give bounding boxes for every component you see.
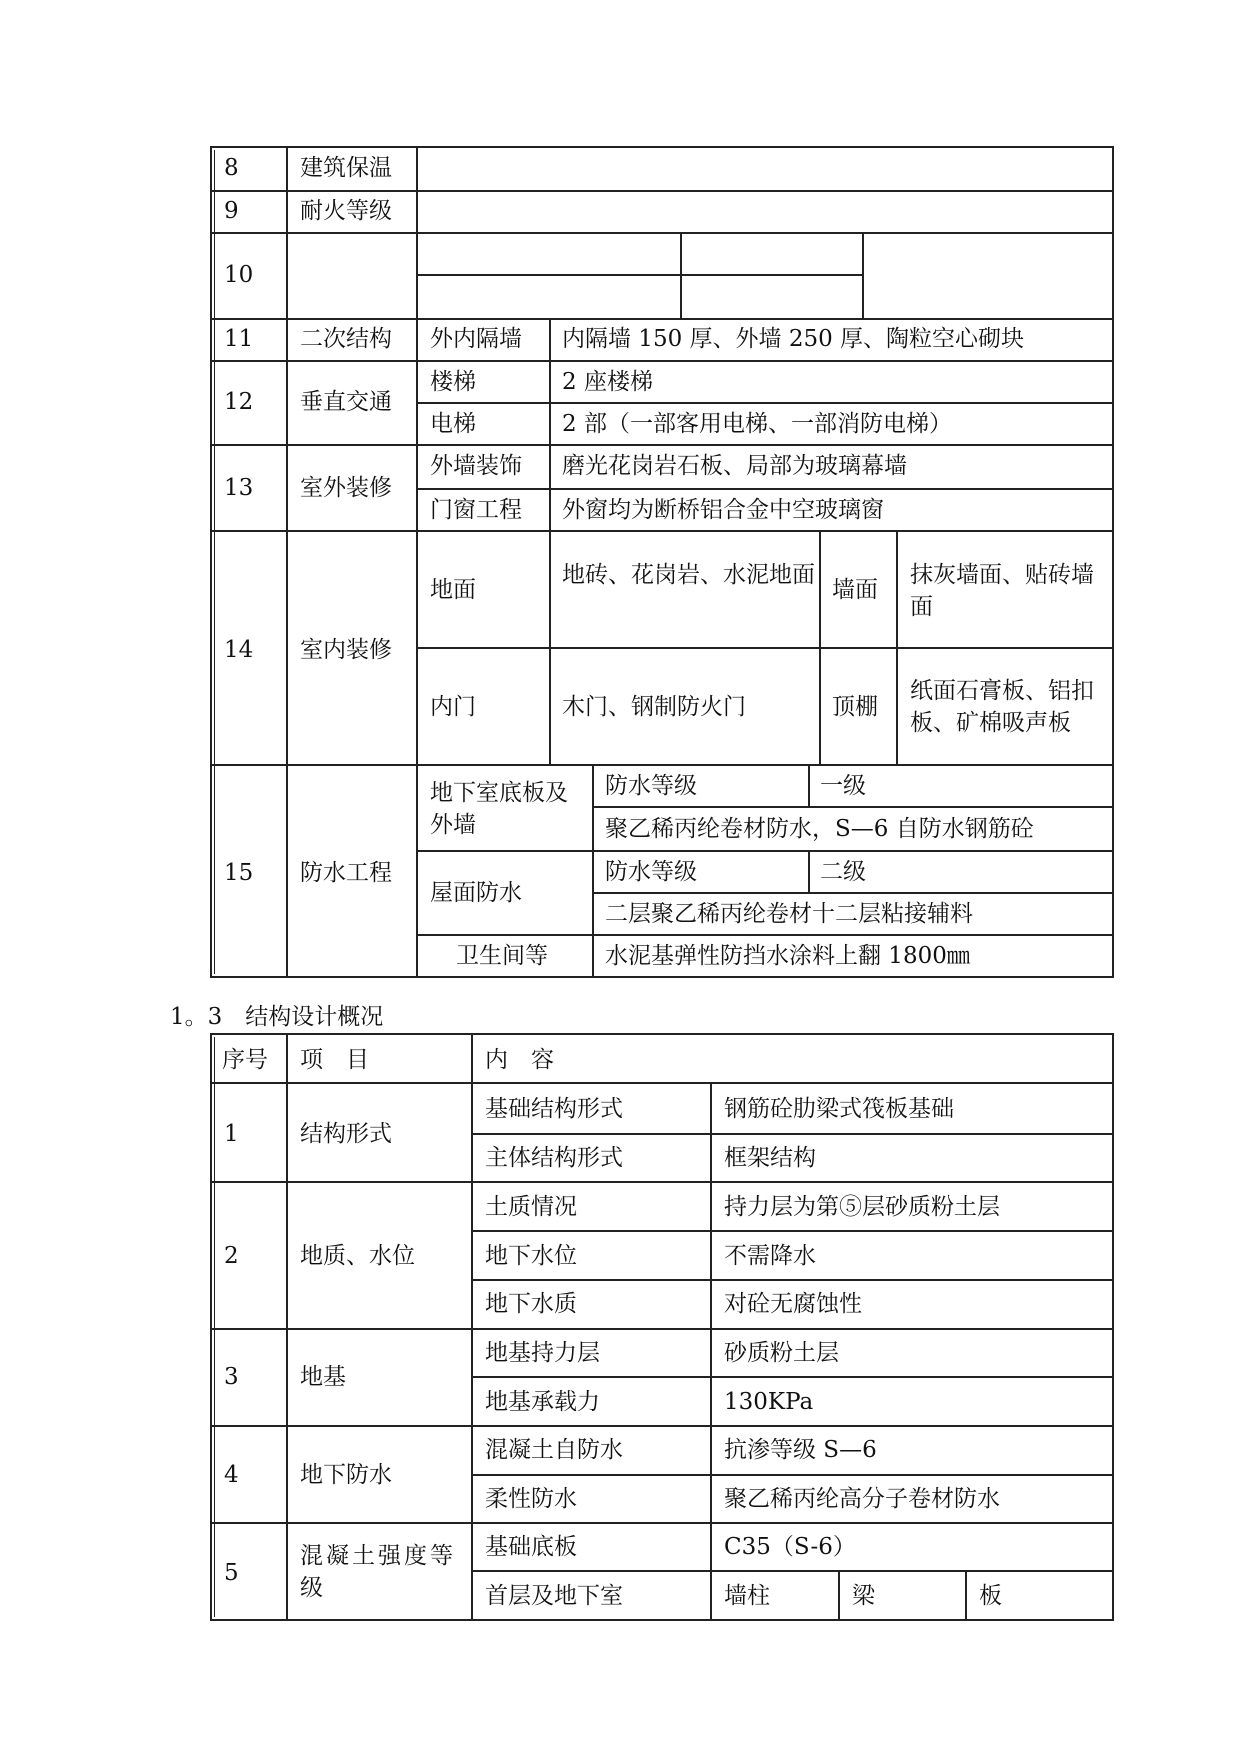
col-label-beam: 梁 [852, 1583, 875, 1609]
sub-label: 门窗工程 [430, 497, 522, 523]
item-label: 地基 [300, 1364, 346, 1390]
content-text: 抹灰墙面、贴砖墙面 [910, 562, 1094, 620]
content-text: 水泥基弹性防挡水涂料上翻 1800㎜ [605, 943, 970, 969]
content-text: 地砖、花岗岩、水泥地面 [562, 562, 815, 588]
content-text: 不需降水 [724, 1243, 816, 1269]
item-label: 二次结构 [300, 326, 392, 352]
content-text: 2 部（一部客用电梯、一部消防电梯） [562, 411, 952, 437]
item-label: 地下防水 [300, 1462, 392, 1488]
content-text: 聚乙稀丙纶卷材防水，S—6 自防水钢筋砼 [605, 816, 1034, 842]
sub-label: 地基承载力 [485, 1389, 600, 1415]
sub-label: 楼梯 [430, 369, 476, 395]
content-text: 磨光花岗岩石板、局部为玻璃幕墙 [562, 453, 907, 479]
sub-label: 基础结构形式 [485, 1096, 623, 1122]
row-number: 15 [224, 860, 254, 886]
row-number: 10 [224, 262, 254, 288]
sub-label: 主体结构形式 [485, 1145, 623, 1171]
sub-label: 地下室底板及外墙 [430, 780, 568, 838]
row-number: 13 [224, 475, 254, 501]
content-text: 二层聚乙稀丙纶卷材十二层粘接辅料 [605, 901, 973, 927]
col-label-slab: 板 [979, 1583, 1002, 1609]
content-text: 框架结构 [724, 1145, 816, 1171]
sub-label: 墙面 [832, 577, 878, 603]
sub-label: 地下水位 [485, 1243, 577, 1269]
col-label-wall-column: 墙柱 [724, 1583, 770, 1609]
section-heading: 1。3 结构设计概况 [170, 1004, 384, 1030]
item-label: 结构形式 [300, 1121, 392, 1147]
sub-label: 首层及地下室 [485, 1583, 623, 1609]
content-text: 纸面石膏板、铝扣板、矿棉吸声板 [910, 678, 1094, 736]
item-label: 垂直交通 [300, 389, 392, 415]
item-label: 室外装修 [300, 475, 392, 501]
header-content: 内 容 [485, 1047, 554, 1073]
header-num: 序号 [222, 1047, 268, 1073]
content-text: 持力层为第⑤层砂质粉土层 [724, 1194, 1000, 1220]
header-item: 项 目 [300, 1047, 369, 1073]
sub-label: 卫生间等 [456, 943, 548, 969]
row-number: 4 [224, 1462, 239, 1488]
row-number: 9 [224, 198, 239, 224]
content-text: 外窗均为断桥铝合金中空玻璃窗 [562, 497, 884, 523]
row-number: 11 [224, 326, 254, 352]
item-label: 室内装修 [300, 637, 392, 663]
item-label: 混凝土强度等级 [300, 1543, 456, 1601]
sub-label: 基础底板 [485, 1534, 577, 1560]
sub-label: 电梯 [430, 411, 476, 437]
content-text: 木门、钢制防火门 [562, 694, 746, 720]
sub-label: 外内隔墙 [430, 326, 522, 352]
sub-label: 内门 [430, 694, 476, 720]
row-number: 1 [224, 1121, 239, 1147]
row-number: 12 [224, 389, 254, 415]
sub-label: 土质情况 [485, 1194, 577, 1220]
sub-label: 地面 [430, 577, 476, 603]
content-text: 130KPa [724, 1389, 814, 1415]
row-number: 2 [224, 1243, 239, 1269]
sub-label: 屋面防水 [430, 880, 522, 906]
row-number: 3 [224, 1364, 239, 1390]
content-text: 对砼无腐蚀性 [724, 1291, 862, 1317]
row-number: 8 [224, 155, 239, 181]
sub-label: 外墙装饰 [430, 453, 522, 479]
sub-label: 顶棚 [832, 694, 878, 720]
row-number: 14 [224, 637, 254, 663]
content-text: 2 座楼梯 [562, 369, 653, 395]
item-label: 地质、水位 [300, 1243, 415, 1269]
grade-value: 二级 [820, 859, 866, 885]
item-label: 耐火等级 [300, 198, 392, 224]
content-text: 聚乙稀丙纶高分子卷材防水 [724, 1486, 1000, 1512]
content-text: 砂质粉土层 [724, 1340, 839, 1366]
sub-label: 柔性防水 [485, 1486, 577, 1512]
content-text: 内隔墙 150 厚、外墙 250 厚、陶粒空心砌块 [562, 326, 1025, 352]
row-number: 5 [224, 1560, 239, 1586]
grade-label: 防水等级 [605, 859, 697, 885]
grade-value: 一级 [820, 773, 866, 799]
content-text: 抗渗等级 S—6 [724, 1437, 877, 1463]
grade-label: 防水等级 [605, 773, 697, 799]
item-label: 防水工程 [300, 860, 392, 886]
sub-label: 混凝土自防水 [485, 1437, 623, 1463]
sub-label: 地下水质 [485, 1291, 577, 1317]
content-text: C35（S-6） [724, 1534, 856, 1560]
item-label: 建筑保温 [300, 155, 392, 181]
sub-label: 地基持力层 [485, 1340, 600, 1366]
content-text: 钢筋砼肋梁式筏板基础 [724, 1096, 954, 1122]
